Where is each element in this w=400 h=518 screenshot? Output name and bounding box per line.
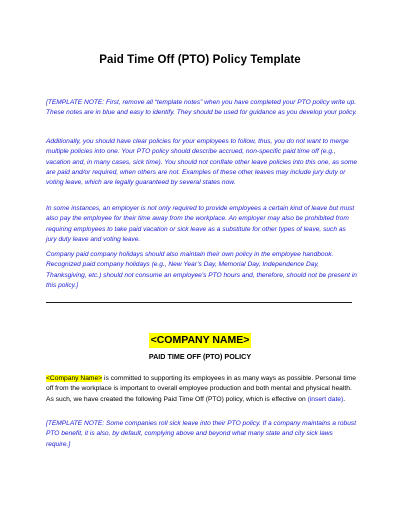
company-name-placeholder: <COMPANY NAME> (150, 334, 250, 346)
intro-text: is committed to supporting its employees in as many ways as possible. Personal time off from the workplace is important to overall employee production and both mental and physical health. As such, we have created the following Paid Time Off (PTO) policy, which is effective on (46, 375, 357, 403)
template-note-1: [TEMPLATE NOTE: First, remove all “template notes” when you have completed your PTO policy write up. These notes are in blue and easy to identify. They should be used for guidance as you develop your policy. (46, 99, 357, 117)
company-name-heading (0, 330, 400, 348)
document-title: Paid Time Off (PTO) Policy Template (99, 54, 301, 66)
horizontal-divider (46, 302, 352, 303)
template-note-4: Company paid company holidays should also maintain their own policy in the employee handbook. Recognized paid company holidays (e.g., New Year’s Day, Memorial Day, Independence Day, Thanksgiving, etc.) should not consume an employee’s PTO hours and, therefore, should not be present in this policy.] (46, 251, 357, 289)
intro-text-end: . (343, 395, 346, 403)
template-note-2: Additionally, you should have clear policies for your employees to follow, thus, you do not want to merge multiple policies into one. Your PTO policy should describe accrued, non-specific paid time off (e.g., vacation and, in many cases, sick time). You should not conflate other leave policies into this one, as some are paid and/or required, when others are not. Examples of these other leaves may include jury duty or voting leave, which are legally guaranteed by several states now. (46, 138, 358, 187)
template-note-5: [TEMPLATE NOTE: Some companies roll sick leave into their PTO policy. If a company maintains a robust PTO benefit, it is also, by default, complying above and beyond what many state and city sick laws require.] (46, 420, 357, 448)
policy-intro-paragraph (46, 374, 358, 405)
template-note-3: In some instances, an employer is not only required to provide employees a certain kind of leave but must also pay the employee for their time away from the workplace. An employer may also be prohibited from requiring employees to take paid vacation or sick leave as a substitute for other types of leave, such as jury duty leave and voting leave. (46, 205, 355, 243)
policy-heading: PAID TIME OFF (PTO) POLICY (148, 352, 252, 361)
company-name-inline-placeholder: <Company Name> (46, 375, 103, 382)
effective-date-placeholder: (insert date) (307, 395, 344, 403)
